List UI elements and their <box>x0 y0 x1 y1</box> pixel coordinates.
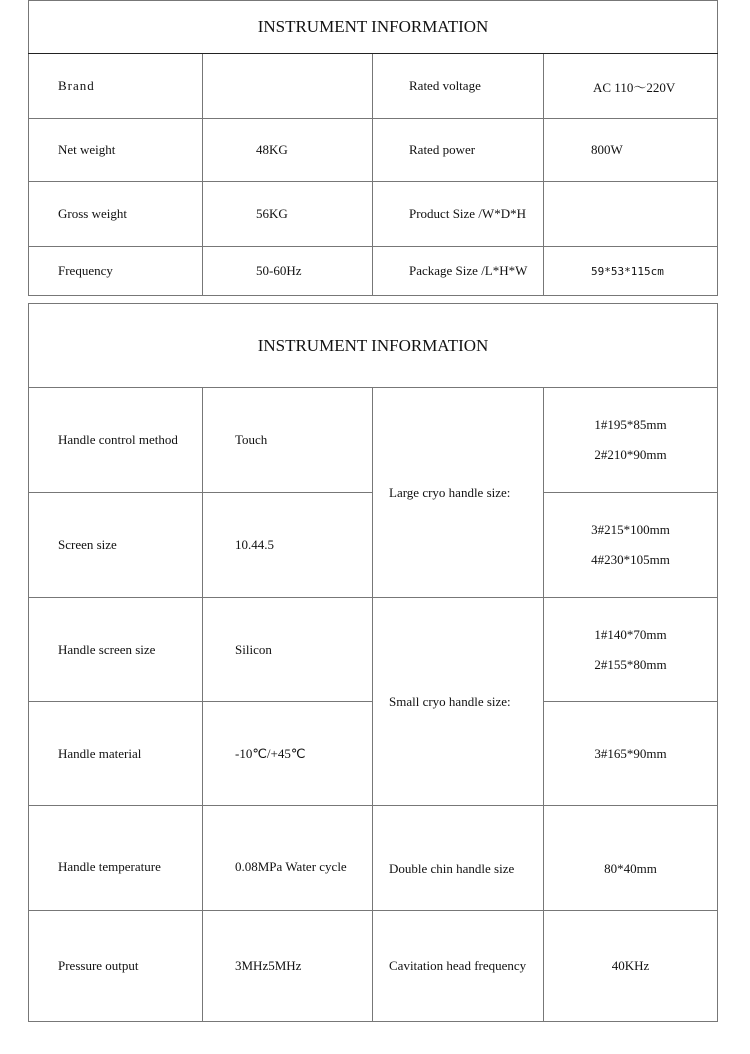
instrument-info-table-1 <box>28 0 718 296</box>
double-chin-label: Double chin handle size <box>373 806 544 911</box>
spec-value: Touch <box>203 388 373 493</box>
frequency-label: Frequency <box>29 247 203 296</box>
table-row <box>29 806 718 911</box>
large-cryo-label: Large cryo handle size: <box>373 388 544 598</box>
spec-label: Handle control method <box>29 388 203 493</box>
instrument-info-table-2 <box>28 303 718 1022</box>
product-size-value <box>544 182 718 247</box>
table-title: INSTRUMENT INFORMATION <box>29 304 718 388</box>
frequency-value: 50-60Hz <box>203 247 373 296</box>
table-row <box>29 598 718 702</box>
spec-value: 0.08MPa Water cycle <box>203 806 373 911</box>
brand-label: Brand <box>29 54 203 119</box>
cavitation-value: 40KHz <box>544 911 718 1022</box>
table-row <box>29 182 718 247</box>
size-value: 1#195*85mm <box>594 417 667 432</box>
table-row <box>29 119 718 182</box>
spec-label: Handle material <box>29 702 203 806</box>
package-size-label: Package Size /L*H*W <box>373 247 544 296</box>
size-value: 2#155*80mm <box>594 656 667 672</box>
net-weight-label: Net weight <box>29 119 203 182</box>
gross-weight-label: Gross weight <box>29 182 203 247</box>
table-row <box>29 388 718 493</box>
cavitation-label: Cavitation head frequency <box>373 911 544 1022</box>
table-row <box>29 247 718 296</box>
table-row <box>29 54 718 119</box>
spec-label: Pressure output <box>29 911 203 1022</box>
spec-value: 10.44.5 <box>203 493 373 598</box>
double-chin-value: 80*40mm <box>544 806 718 911</box>
spec-value: Silicon <box>203 598 373 702</box>
large-cryo-sizes <box>544 388 718 493</box>
net-weight-value: 48KG <box>203 119 373 182</box>
spec-value: -10℃/+45℃ <box>203 702 373 806</box>
spec-value: 3MHz5MHz <box>203 911 373 1022</box>
size-value: 4#230*105mm <box>591 552 670 567</box>
rated-power-label: Rated power <box>373 119 544 182</box>
product-size-label: Product Size /W*D*H <box>373 182 544 247</box>
rated-power-value: 800W <box>544 119 718 182</box>
rated-voltage-label: Rated voltage <box>373 54 544 119</box>
large-cryo-sizes <box>544 493 718 598</box>
spec-label: Screen size <box>29 493 203 598</box>
package-size-value: 59*53*115cm <box>544 247 718 296</box>
size-value: 3#165*90mm <box>544 702 718 806</box>
spec-label: Handle screen size <box>29 598 203 702</box>
table-title: INSTRUMENT INFORMATION <box>29 1 718 54</box>
size-value: 1#140*70mm <box>594 626 667 642</box>
gross-weight-value: 56KG <box>203 182 373 247</box>
spec-label: Handle temperature <box>29 806 203 911</box>
table-row <box>29 911 718 1022</box>
size-value: 3#215*100mm <box>591 522 670 537</box>
size-value: 2#210*90mm <box>594 447 667 462</box>
brand-value <box>203 54 373 119</box>
small-cryo-sizes <box>544 598 718 702</box>
small-cryo-label: Small cryo handle size: <box>373 598 544 806</box>
rated-voltage-value: AC 110～220V <box>544 54 718 119</box>
